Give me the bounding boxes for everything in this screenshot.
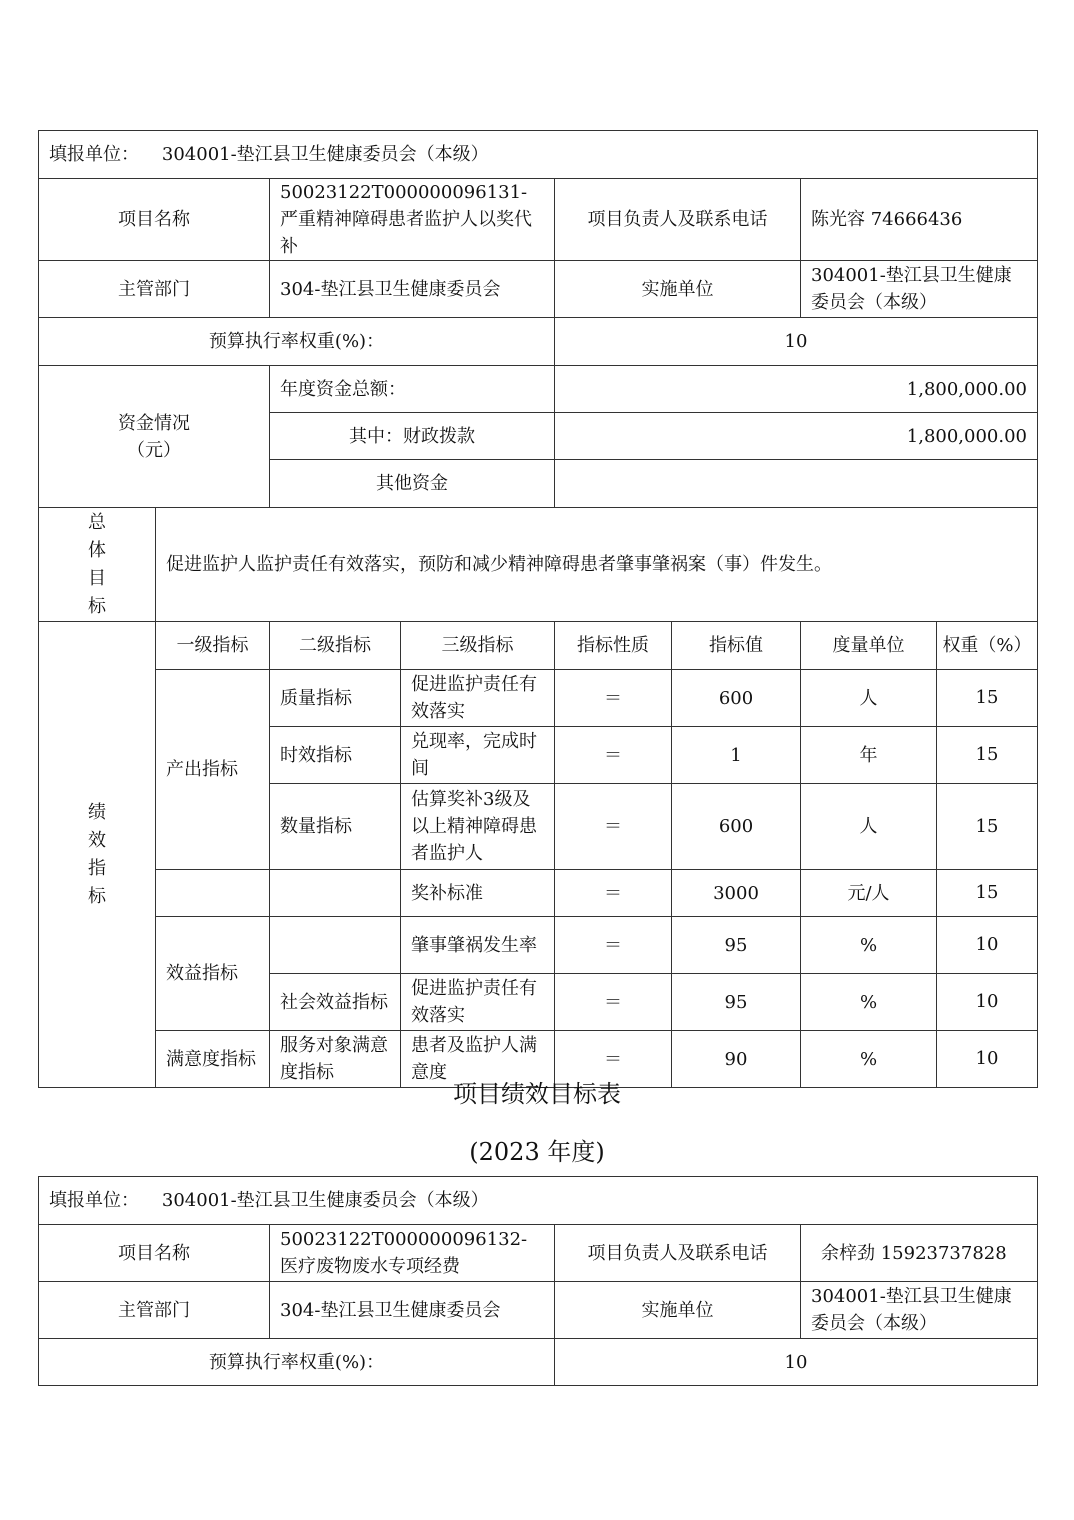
budget-rate-label: 预算执行率权重(%)： xyxy=(39,318,555,366)
cell-unit-weight xyxy=(801,670,1038,727)
group-output: 产出指标 xyxy=(156,670,270,870)
reporting-unit-value: 304001-垫江县卫生健康委员会（本级） xyxy=(161,1190,489,1211)
cell-unit-weight xyxy=(801,917,1038,974)
header-level1: 一级指标 xyxy=(156,622,270,670)
cell-level3: 估算奖补3级及以上精神障碍患者监护人 xyxy=(401,784,555,870)
goal-char: 标 xyxy=(88,595,106,617)
implementing-unit-value: 304001-垫江县卫生健康委员会（本级） xyxy=(801,1282,1038,1339)
cell-nature: ＝ xyxy=(555,784,672,870)
project-name-value: 50023122T000000096131-严重精神障碍患者监护人以奖代补 xyxy=(270,179,555,261)
cell-value: 95 xyxy=(672,917,801,974)
goal-char: 体 xyxy=(88,539,106,561)
overall-goal-text: 促进监护人监护责任有效落实，预防和减少精神障碍患者肇事肇祸案（事）件发生。 xyxy=(156,508,1038,622)
perf-char: 效 xyxy=(88,829,106,851)
implementing-unit-value: 304001-垫江县卫生健康委员会（本级） xyxy=(801,261,1038,318)
header-nature: 指标性质 xyxy=(555,622,672,670)
cell-value: 1 xyxy=(672,727,801,784)
perf-char: 绩 xyxy=(88,801,106,823)
cell-unit-weight xyxy=(801,784,1038,870)
performance-table-2 xyxy=(38,1176,1038,1386)
project-owner-value: 余梓劲 15923737828 xyxy=(801,1225,1038,1282)
cell-level3: 奖补标准 xyxy=(401,870,555,917)
project-owner-label: 项目负责人及联系电话 xyxy=(555,179,801,261)
cell-nature: ＝ xyxy=(555,870,672,917)
table-row xyxy=(39,917,1038,974)
cell-unit: 年 xyxy=(859,744,878,766)
page-title: 项目绩效目标表 xyxy=(453,1080,621,1108)
group-benefit: 效益指标 xyxy=(156,917,270,1031)
cell-level2 xyxy=(270,870,401,917)
cell-unit: 人 xyxy=(859,816,878,837)
cell-nature: ＝ xyxy=(555,1031,672,1088)
cell-unit-weight xyxy=(801,870,1038,917)
cell-level2: 社会效益指标 xyxy=(270,974,401,1031)
cell-level2 xyxy=(270,917,401,974)
department-label: 主管部门 xyxy=(39,261,270,318)
department-value: 304-垫江县卫生健康委员会 xyxy=(270,261,555,318)
cell-level3: 肇事肇祸发生率 xyxy=(401,917,555,974)
budget-rate-label: 预算执行率权重(%)： xyxy=(39,1339,555,1386)
perf-char: 指 xyxy=(88,857,106,879)
cell-value: 600 xyxy=(672,784,801,870)
table-row xyxy=(39,870,1038,917)
goal-char: 目 xyxy=(88,567,106,589)
project-name-value: 50023122T000000096132-医疗废物废水专项经费 xyxy=(270,1225,555,1282)
project-name-label: 项目名称 xyxy=(39,1225,270,1282)
cell-nature: ＝ xyxy=(555,727,672,784)
budget-rate-value: 10 xyxy=(555,318,1038,366)
cell-nature: ＝ xyxy=(555,670,672,727)
cell-weight: 15 xyxy=(936,870,1037,916)
cell-unit-weight xyxy=(801,727,1038,784)
total-funds-label: 年度资金总额： xyxy=(270,366,555,413)
cell-level2: 服务对象满意度指标 xyxy=(270,1031,401,1088)
reporting-unit-value: 304001-垫江县卫生健康委员会（本级） xyxy=(161,144,489,165)
overall-goal-label xyxy=(39,508,156,622)
cell-level2: 时效指标 xyxy=(270,727,401,784)
cell-level3: 促进监护责任有效落实 xyxy=(401,974,555,1031)
cell-unit: % xyxy=(859,991,878,1013)
other-funds-value xyxy=(555,460,1038,508)
cell-value: 3000 xyxy=(672,870,801,917)
cell-weight: 15 xyxy=(936,727,1037,783)
reporting-unit-label: 填报单位： xyxy=(49,1190,139,1211)
cell-level3: 促进监护责任有效落实 xyxy=(401,670,555,727)
header-level2: 二级指标 xyxy=(270,622,401,670)
page-subtitle-year: (2023 年度) xyxy=(469,1138,605,1166)
cell-unit-weight xyxy=(801,974,1038,1031)
performance-indicators-label xyxy=(39,622,156,1088)
table-row xyxy=(39,670,1038,727)
cell-level2: 数量指标 xyxy=(270,784,401,870)
cell-value: 600 xyxy=(672,670,801,727)
perf-char: 标 xyxy=(88,885,106,907)
fiscal-funds-value: 1,800,000.00 xyxy=(555,413,1038,460)
cell-weight: 10 xyxy=(936,917,1037,973)
group-satisfaction: 满意度指标 xyxy=(156,1031,270,1088)
budget-rate-value: 10 xyxy=(555,1339,1038,1386)
header-level3: 三级指标 xyxy=(401,622,555,670)
performance-table-1 xyxy=(38,130,1038,1088)
funds-label-line2: （元） xyxy=(127,439,181,461)
department-label: 主管部门 xyxy=(39,1282,270,1339)
cell-value: 95 xyxy=(672,974,801,1031)
department-value: 304-垫江县卫生健康委员会 xyxy=(270,1282,555,1339)
header-value: 指标值 xyxy=(672,622,801,670)
total-funds-value: 1,800,000.00 xyxy=(555,366,1038,413)
project-owner-value: 陈光容 74666436 xyxy=(801,179,1038,261)
cell-weight: 15 xyxy=(936,670,1037,726)
cell-weight: 10 xyxy=(936,1031,1037,1087)
fiscal-funds-label: 其中：财政拨款 xyxy=(270,413,555,460)
project-name-label: 项目名称 xyxy=(39,179,270,261)
cell-unit: 人 xyxy=(859,687,878,709)
cell-nature: ＝ xyxy=(555,917,672,974)
reporting-unit-label: 填报单位： xyxy=(49,144,139,165)
header-unit: 度量单位 xyxy=(832,635,905,656)
header-weight: 权重（%） xyxy=(936,622,1037,669)
cell-weight: 10 xyxy=(936,974,1037,1030)
cell-nature: ＝ xyxy=(555,974,672,1031)
reporting-unit-row xyxy=(39,1177,1038,1225)
header-unit-weight xyxy=(801,622,1038,670)
cell-level2: 质量指标 xyxy=(270,670,401,727)
funds-label xyxy=(39,366,270,508)
cell-unit: 元/人 xyxy=(847,882,890,904)
funds-label-line1: 资金情况 xyxy=(118,412,190,434)
cell-level3: 兑现率，完成时间 xyxy=(401,727,555,784)
reporting-unit-row xyxy=(39,131,1038,179)
implementing-unit-label: 实施单位 xyxy=(555,261,801,318)
implementing-unit-label: 实施单位 xyxy=(555,1282,801,1339)
project-owner-label: 项目负责人及联系电话 xyxy=(555,1225,801,1282)
other-funds-label: 其他资金 xyxy=(270,460,555,508)
goal-char: 总 xyxy=(88,511,106,533)
cell-level1-empty xyxy=(156,870,270,917)
cell-level3: 患者及监护人满意度 xyxy=(401,1031,555,1088)
cell-weight: 15 xyxy=(936,784,1037,869)
cell-unit: % xyxy=(859,1048,878,1070)
cell-unit: % xyxy=(859,934,878,956)
cell-value: 90 xyxy=(672,1031,801,1088)
